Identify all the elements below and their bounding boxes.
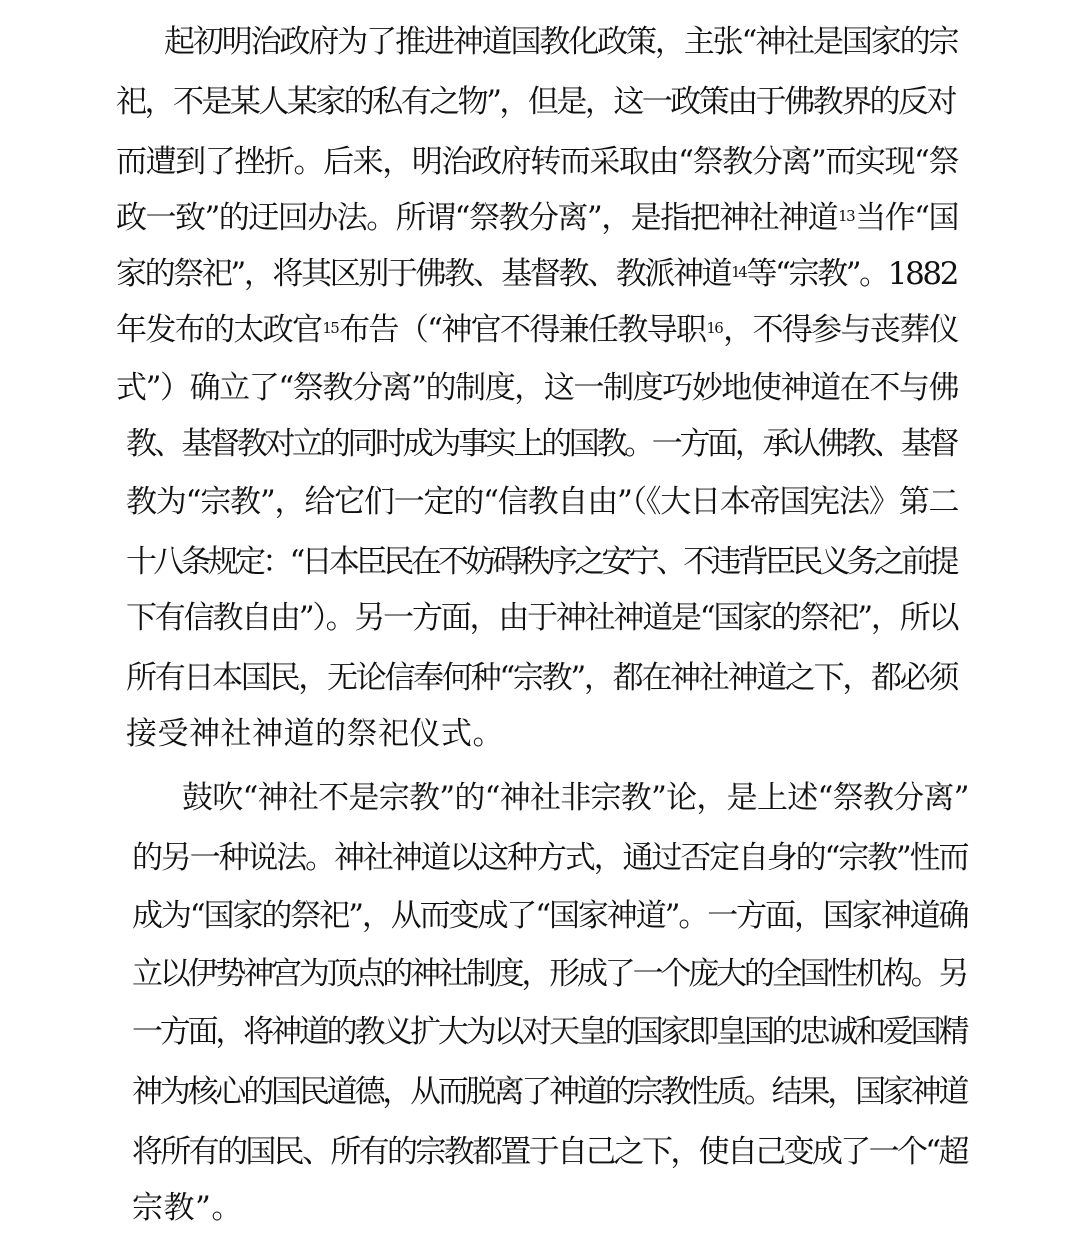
text-segment: 当作“国 xyxy=(855,200,958,236)
text-segment: 一方面，将神道的教义扩大为以对天皇的国家即皇国的忠诚和爱国精 xyxy=(132,1014,967,1050)
text-segment: 祀，不是某人某家的私有之物”，但是，这一政策由于佛教界的反对 xyxy=(116,84,955,120)
text-segment: 所有日本国民，无论信奉何种“宗教”，都在神社神道之下，都必须 xyxy=(126,660,958,696)
text-segment: 式”）确立了“祭教分离”的制度，这一制度巧妙地使神道在不与佛 xyxy=(116,370,959,406)
text-segment: 家的祭祀”，将其区别于佛教、基督教、教派神道 xyxy=(116,256,731,292)
text-segment: 而遭到了挫折。后来，明治政府转而采取由“祭教分离”而实现“祭 xyxy=(116,144,959,180)
footnote-marker: 15 xyxy=(322,319,339,337)
text-line xyxy=(132,1132,967,1172)
text-segment: 宗教”。 xyxy=(132,1190,243,1226)
text-line xyxy=(132,1012,966,1052)
footnote-marker: 16 xyxy=(706,319,723,337)
text-segment: 年发布的太政官 xyxy=(116,312,322,348)
text-line xyxy=(132,896,967,936)
text-line xyxy=(132,954,966,994)
text-line xyxy=(132,838,967,878)
text-segment: 鼓吹“神社不是宗教”的“神社非宗教”论，是上述“祭教分离” xyxy=(182,780,969,816)
text-segment: 起初明治政府为了推进神道国教化政策，主张“神社是国家的宗 xyxy=(164,24,958,60)
text-line xyxy=(132,1072,966,1112)
text-segment: 布告（“神官不得兼任教导职 xyxy=(339,312,706,348)
text-segment: 教为“宗教”，给它们一定的“信教自由”（《大日本帝国宪法》第二 xyxy=(126,484,959,520)
text-segment: 的另一种说法。神社神道以这种方式，通过否定自身的“宗教”性而 xyxy=(132,840,968,876)
text-segment: 立以伊势神宫为顶点的神社制度，形成了一个庞大的全国性机构。另 xyxy=(132,956,967,992)
text-segment: 神为核心的国民道德，从而脱离了神道的宗教性质。结果，国家神道 xyxy=(132,1074,967,1110)
text-segment: 政一致”的迂回办法。所谓“祭教分离”，是指把神社神道 xyxy=(116,200,838,236)
text-segment: 等“宗教”。1882 xyxy=(746,256,958,292)
text-line xyxy=(182,778,969,818)
text-segment: ，不得参与丧葬仪 xyxy=(723,312,958,348)
footnote-marker: 14 xyxy=(731,263,746,281)
text-line xyxy=(132,1188,243,1228)
text-segment: 将所有的国民、所有的宗教都置于自己之下，使自己变成了一个“超 xyxy=(132,1134,967,1170)
text-segment: 十八条规定：“日本臣民在不妨碍秩序之安宁、不违背臣民义务之前提 xyxy=(126,544,956,580)
footnote-marker: 13 xyxy=(838,207,855,225)
text-segment: 教、基督教对立的同时成为事实上的国教。一方面，承认佛教、基督 xyxy=(126,426,957,462)
text-segment: 成为“国家的祭祀”，从而变成了“国家神道”。一方面，国家神道确 xyxy=(132,898,968,934)
text-segment: 下有信教自由”）。另一方面，由于神社神道是“国家的祭祀”，所以 xyxy=(126,600,958,636)
text-segment: 接受神社神道的祭祀仪式。 xyxy=(126,716,504,752)
